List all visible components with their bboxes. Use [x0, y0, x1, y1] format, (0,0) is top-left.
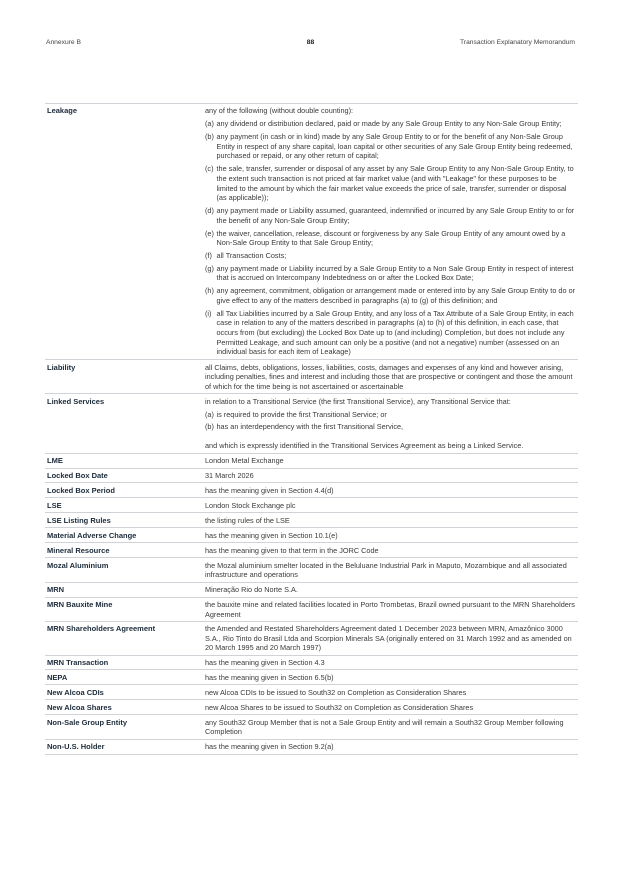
item-text: any payment made or Liability assumed, guaranteed, indemnified or incurred by any Sale Group Entity to or for the benefit of any Non-Sale Group Entity;: [216, 206, 575, 225]
definition-item: [205, 132, 578, 161]
definition-text: has the meaning given in Section 4.3: [205, 657, 325, 667]
definition-item: [205, 422, 578, 432]
definition-term: LME: [47, 455, 63, 465]
definition-term: NEPA: [47, 672, 68, 682]
definition-text: has the meaning given in Section 6.5(b): [205, 672, 334, 682]
item-marker: (b): [205, 132, 214, 142]
item-text: all Transaction Costs;: [216, 250, 287, 260]
definition-row-liability: [45, 359, 578, 393]
definition-text: London Metal Exchange: [205, 455, 284, 465]
definition-text: London Stock Exchange plc: [205, 500, 296, 510]
definition-item: [205, 286, 578, 305]
definition-text: new Alcoa Shares to be issued to South32 on Completion as Consideration Shares: [205, 702, 474, 712]
definition-outro: and which is expressly identified in the Transitional Services Agreement as being a Linked Service.: [205, 441, 524, 451]
definition-term: Material Adverse Change: [47, 530, 137, 540]
definition-row: [45, 468, 578, 483]
definition-item: [205, 119, 578, 129]
definition-term: Mozal Aluminium: [47, 560, 109, 570]
definition-row: [45, 542, 578, 557]
item-marker: (b): [205, 422, 214, 432]
definition-term: Linked Services: [47, 396, 105, 406]
page-number: 88: [306, 39, 315, 46]
definition-term: LSE: [47, 500, 62, 510]
definition-item: [205, 410, 578, 420]
definition-intro: in relation to a Transitional Service (the first Transitional Service), any Transitional Service that:: [205, 396, 511, 406]
definition-term: MRN: [47, 584, 65, 594]
item-marker: (e): [205, 228, 214, 238]
definition-row-leakage: [45, 103, 578, 359]
definition-item: [205, 206, 578, 225]
definition-term: MRN Transaction: [47, 657, 109, 667]
definition-row: [45, 527, 578, 542]
definition-text: has the meaning given in Section 10.1(e): [205, 530, 338, 540]
item-marker: (i): [205, 308, 212, 318]
definition-row: [45, 739, 578, 755]
item-text: any payment (in cash or in kind) made by any Sale Group Entity to or for the benefit of any Non-Sale Group Entity in respect of any share capital, loan capital or other securities of any Sale Group Entity being redeemed, purchased or repaid, or any other return of capital;: [216, 132, 573, 161]
definition-row: [45, 453, 578, 468]
definitions-table: [45, 103, 578, 755]
definition-text: the Mozal aluminium smelter located in the Beluluane Industrial Park in Maputo, Mozambique and all associated infrastructure and operations: [205, 560, 567, 580]
item-marker: (c): [205, 164, 214, 174]
definition-row: [45, 482, 578, 497]
definition-intro: any of the following (without double counting):: [205, 106, 354, 116]
page-header: [46, 39, 575, 49]
definition-row: [45, 557, 578, 581]
definition-item: [205, 164, 578, 202]
definition-term: New Alcoa CDIs: [47, 687, 104, 697]
definition-row: [45, 655, 578, 670]
item-text: all Tax Liabilities incurred by a Sale Group Entity, and any loss of a Tax Attribute of a Sale Group Entity, in each case in relation to any of the matters described in paragraphs (a) to (h) of this definition, in each case, that occurs from (but excluding) the Locked Box Date up to (and including) Completion, but does not include any Permitted Leakage, and such amount can only be a positive (and not a negative) number (assessed on an individual basis for each item of Leakage): [216, 308, 574, 357]
definition-text: 31 March 2026: [205, 470, 254, 480]
definition-term: Liability: [47, 362, 76, 372]
item-text: the waiver, cancellation, release, discount or forgiveness by any Sale Group Entity of any amount owed by a Non-Sale Group Entity to that Sale Group Entity;: [216, 228, 566, 248]
item-marker: (d): [205, 206, 214, 216]
definition-text: [205, 106, 578, 357]
item-text: is required to provide the first Transitional Service; or: [216, 409, 387, 419]
header-document-section: Annexure B: [46, 39, 81, 46]
definition-text: new Alcoa CDIs to be issued to South32 on Completion as Consideration Shares: [205, 687, 467, 697]
item-text: has an interdependency with the first Transitional Service,: [216, 422, 404, 432]
definition-term: Non-U.S. Holder: [47, 742, 105, 751]
definition-item: [205, 264, 578, 283]
item-text: any payment made or Liability incurred by a Sale Group Entity to a Non Sale Group Entity in respect of interest that is accrued on Intercompany Indebtedness on or after the Locked Box Date;: [216, 263, 574, 283]
definition-text: the bauxite mine and related facilities located in Porto Trombetas, Brazil owned pursuant to the MRN Shareholders Agreement: [205, 599, 575, 619]
definition-text: the listing rules of the LSE: [205, 515, 290, 525]
definition-text: has the meaning given to that term in the JORC Code: [205, 545, 379, 555]
definition-text: the Amended and Restated Shareholders Agreement dated 1 December 2023 between MRN, Amazônico 3000 S.A., Rio Tinto do Brasil Ltda and Scorpion Minerals SA (originally entered on 31 March 1992 and as amended on 20 March 1995 and 20 March 1997): [205, 624, 572, 653]
header-document-title: Transaction Explanatory Memorandum: [460, 39, 575, 46]
item-marker: (a): [205, 409, 214, 419]
definition-term: Non-Sale Group Entity: [47, 717, 128, 727]
definition-row: [45, 621, 578, 655]
definition-row: [45, 684, 578, 699]
definition-row: [45, 497, 578, 512]
item-marker: (g): [205, 263, 214, 273]
item-text: any agreement, commitment, obligation or arrangement made or entered into by any Sale Group Entity to do or give effect to any of the matters described in paragraphs (a) to (g) of this definition; and: [216, 286, 576, 305]
definition-term: Locked Box Period: [47, 485, 115, 495]
definition-text: all Claims, debts, obligations, losses, liabilities, costs, damages and expenses of any kind and however arising, including penalties, fines and interest and including those that are prospective or contingent and those the amount of which for the time being is not ascertained or ascertainable: [205, 362, 573, 391]
definition-row: [45, 669, 578, 684]
definition-text: [205, 397, 578, 451]
definition-item: [205, 229, 578, 248]
definition-term: Mineral Resource: [47, 545, 110, 555]
item-marker: (f): [205, 250, 212, 260]
item-text: the sale, transfer, surrender or disposal of any asset by any Sale Group Entity to any Non-Sale Group Entity, to the extent such transaction is not priced at fair market value (and with "Leakage" for these purposes to be limited to the amount by which the fair market value exceeds the price of sale, transfer, surrender or disposal (as applicable));: [216, 164, 574, 203]
definition-text: any South32 Group Member that is not a Sale Group Entity and will remain a South32 Group Member following Completion: [205, 717, 564, 737]
definition-text: has the meaning given in Section 9.2(a): [205, 742, 334, 751]
definition-row: [45, 714, 578, 738]
definition-row: [45, 597, 578, 621]
definition-term: New Alcoa Shares: [47, 702, 112, 712]
definition-row: [45, 582, 578, 597]
item-text: any dividend or distribution declared, paid or made by any Sale Group Entity to any Non-Sale Group Entity;: [216, 119, 562, 129]
definition-term: Leakage: [47, 106, 78, 116]
item-marker: (a): [205, 119, 214, 129]
item-marker: (h): [205, 286, 214, 296]
definition-item: [205, 251, 578, 261]
definition-term: Locked Box Date: [47, 470, 108, 480]
definition-term: MRN Shareholders Agreement: [47, 624, 156, 634]
definition-row: [45, 699, 578, 714]
definition-term: MRN Bauxite Mine: [47, 599, 113, 609]
definition-text: has the meaning given in Section 4.4(d): [205, 485, 334, 495]
definition-item: [205, 309, 578, 357]
definition-text: Mineração Rio do Norte S.A.: [205, 584, 298, 594]
definition-row: [45, 512, 578, 527]
definition-row-linked-services: [45, 393, 578, 452]
definition-term: LSE Listing Rules: [47, 515, 111, 525]
